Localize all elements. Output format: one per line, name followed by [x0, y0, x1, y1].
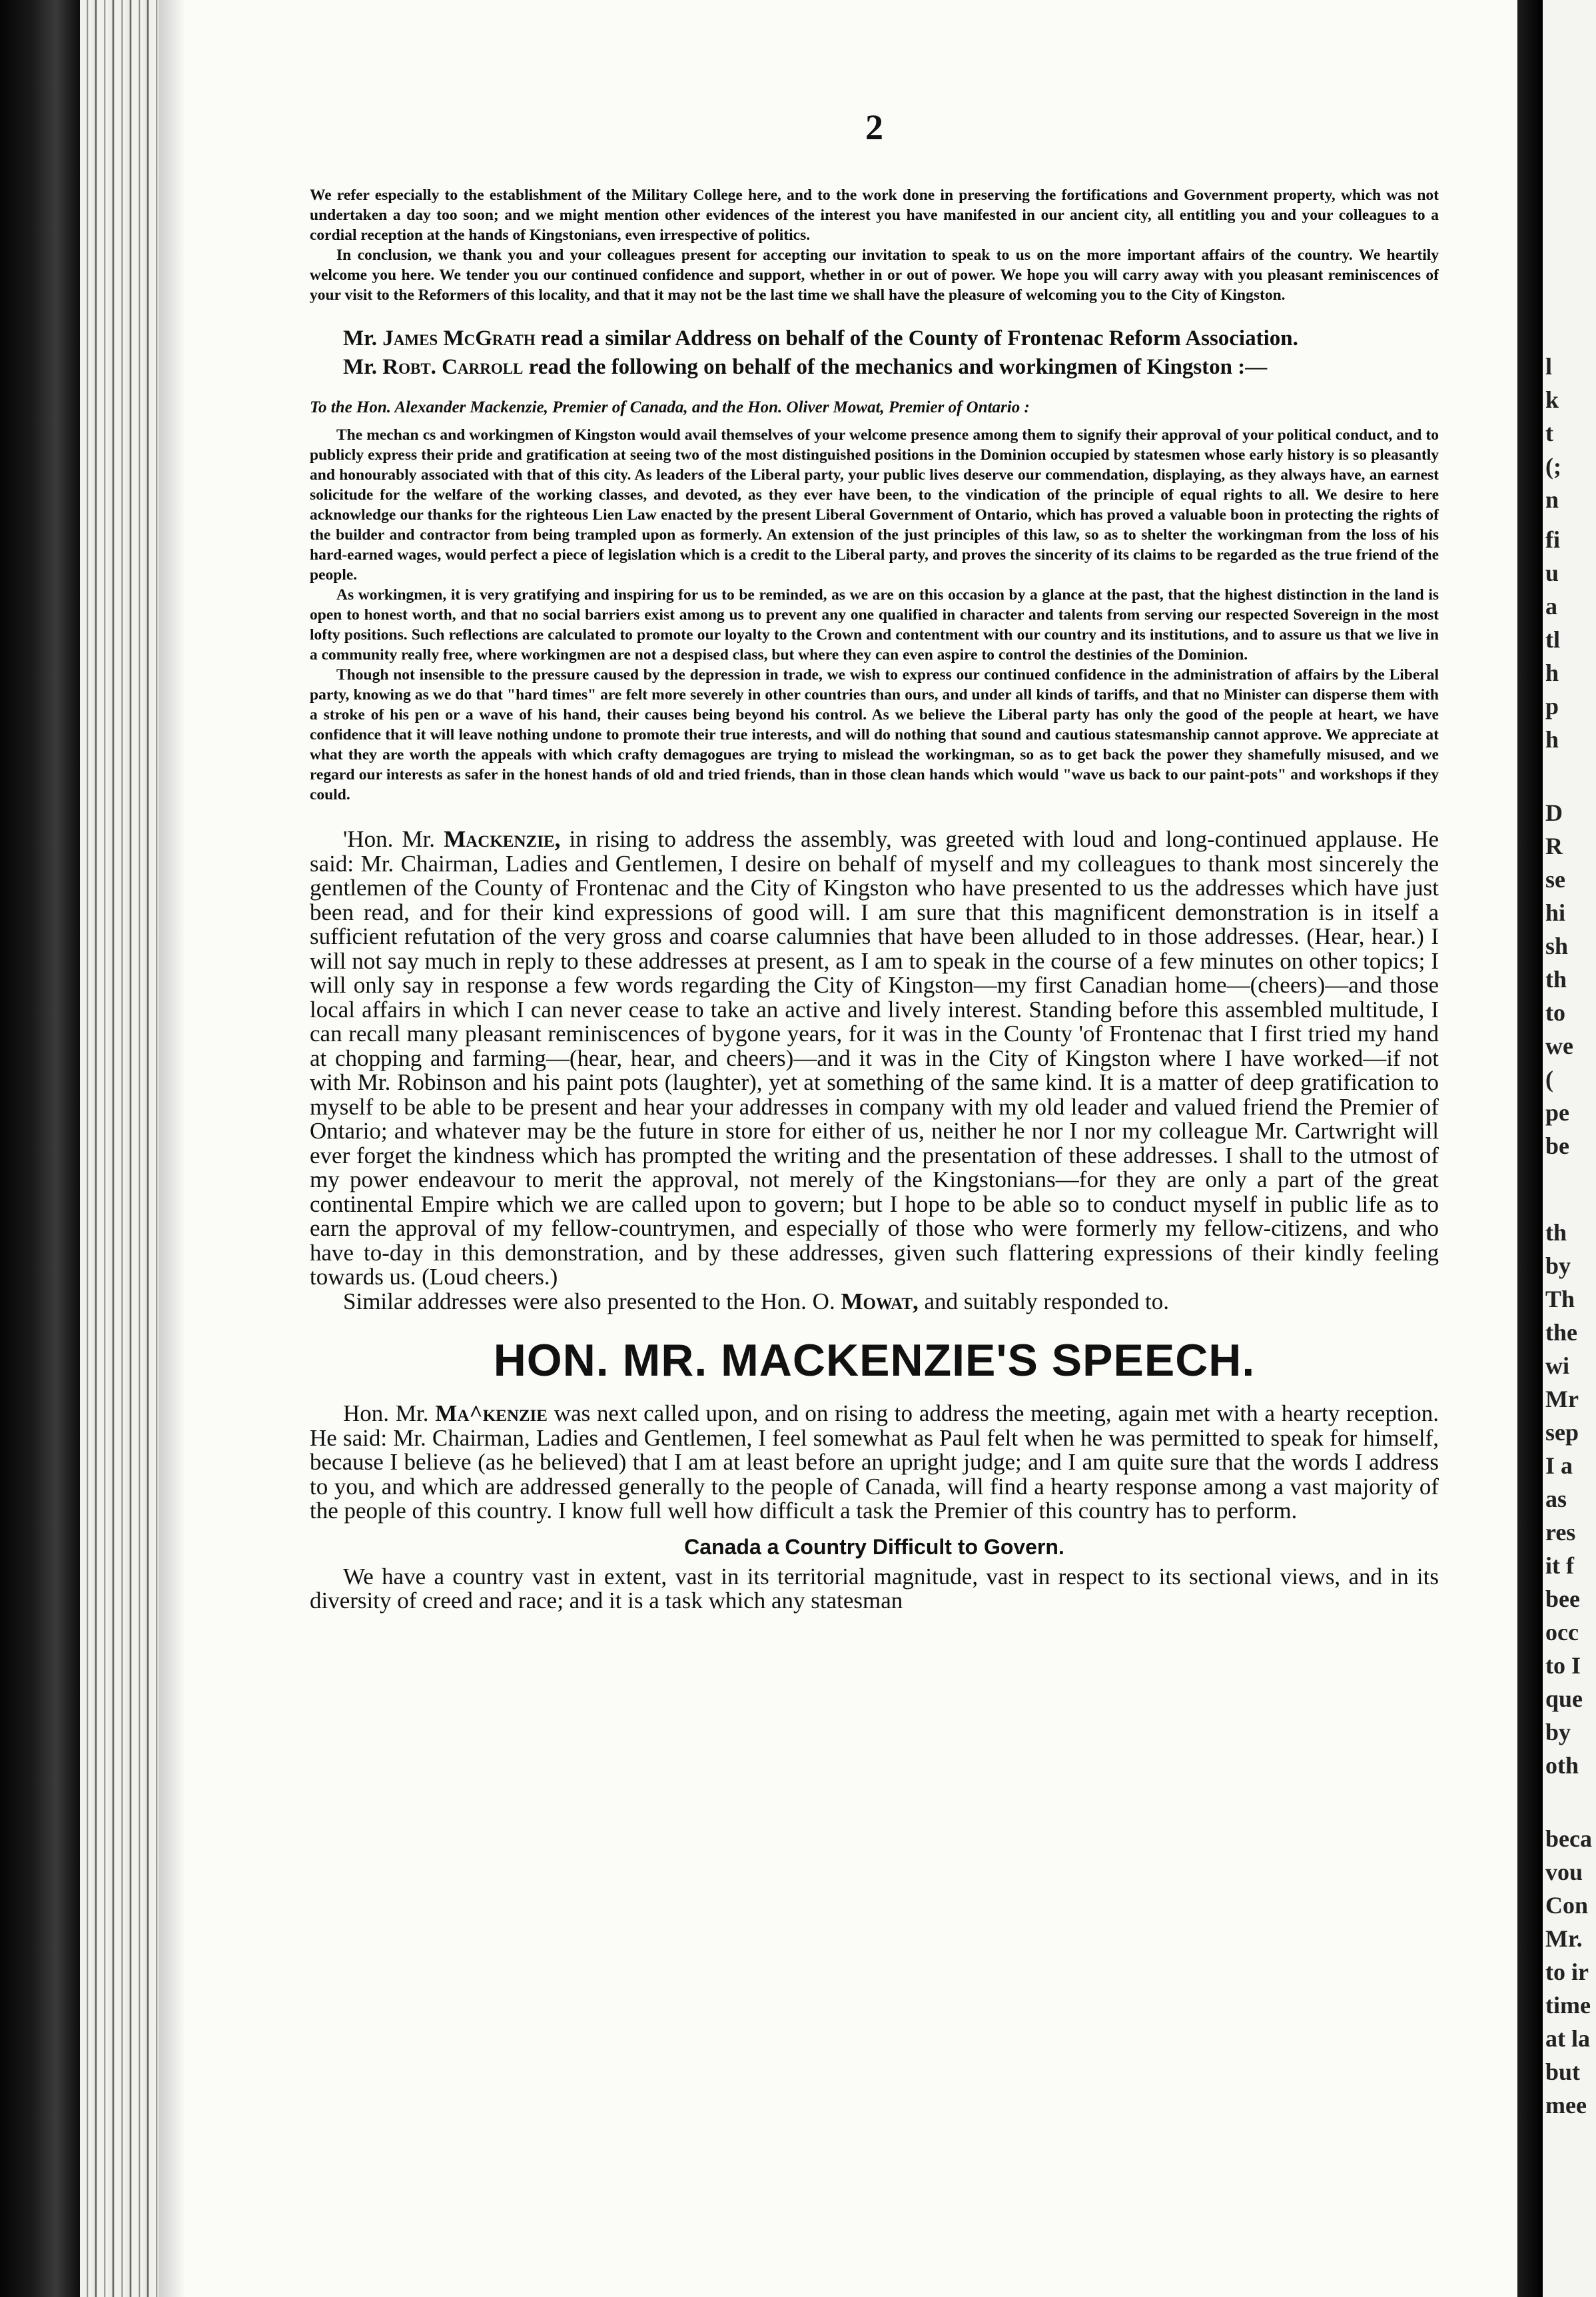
adjacent-page-fragment: (; [1545, 453, 1561, 480]
similar-suffix: and suitably responded to. [924, 1288, 1169, 1314]
adjacent-page-fragment: mee [1545, 2092, 1587, 2118]
adjacent-page-fragment: wi [1545, 1352, 1569, 1379]
mcgrath-text: read a similar Address on behalf of the County of Frontenac Reform Association. [540, 326, 1298, 350]
adjacent-page-fragment: Con [1545, 1892, 1589, 1919]
adjacent-page-fragment: it f [1545, 1552, 1574, 1579]
adjacent-page-fragment: sh [1545, 933, 1569, 959]
speech-continuation [310, 1565, 1439, 1613]
reply-name: Mackenzie, [444, 826, 561, 852]
adjacent-page-fragment: n [1545, 486, 1559, 513]
adjacent-page-fragment: h [1545, 726, 1559, 753]
scan-gutter [1517, 0, 1543, 2297]
adjacent-page-fragment: p [1545, 693, 1559, 719]
address-paragraph: We refer especially to the establishment of the Military College here, and to the work done in preserving the fortifications and Government property, which was not undertaken a day too soon; and we might mention other evidences of the interest you have manifested in our ancient city, all entitling you and your colleagues to a cordial reception at the hands of Kingstonians, even irrespective of politics. [310, 187, 1439, 244]
page-number: 2 [865, 107, 883, 147]
adjacent-page-fragment: tl [1545, 626, 1560, 653]
adjacent-page-fragment: Mr [1545, 1386, 1579, 1412]
adjacent-page-fragment: Mr. [1545, 1925, 1583, 1952]
adjacent-page-fragment: but [1545, 2059, 1581, 2085]
address-paragraph: The mechan cs and workingmen of Kingston would avail themselves of your welcome presence among them to signify their approval of your political conduct, and to publicly express their pride and gratification at seeing two of the most distinguished positions in the Dominion occupied by statesmen whose early history is so pleasantly and honourably associated with that of this city. As leaders of the Liberal party, your public lives deserve our commendation, displaying, as they always have, an earnest solicitude for the welfare of the working classes, and devoted, as they ever have been, to the vindication of the principle of equal rights to all. We desire to here acknowledge our thanks for the righteous Lien Law enacted by the present Liberal Government of Ontario, which has proved a valuable boon in protecting the rights of the builder and contractor from being trampled upon as formerly. An extension of the just principles of this law, so as to shelter the workingman from the loss of his hard-earned wages, would perfect a piece of legislation which is a credit to the Liberal party, and proves the sincerity of its claims to be regarded as the true friend of the people. [310, 426, 1439, 584]
speech-heading: HON. MR. MACKENZIE'S SPEECH. [493, 1335, 1256, 1386]
book-binding [80, 0, 159, 2297]
address-paragraph: In conclusion, we thank you and your colleagues present for accepting our invitation to speak to us on the more important affairs of the country. We heartily welcome you here. We tender you our continued confidence and support, whether in or out of power. We hope you will carry away with you pleasant reminiscences of your visit to the Reformers of this locality, and that it may not be the last time we shall have the pleasure of welcoming you to the City of Kingston. [310, 246, 1439, 304]
address-salutation: To the Hon. Alexander Mackenzie, Premier of Canada, and the Hon. Oliver Mowat, Premier of Ontario : [310, 398, 1030, 416]
adjacent-page-fragment: u [1545, 560, 1559, 586]
adjacent-page-fragment: R [1545, 833, 1563, 859]
adjacent-page-fragment: h [1545, 660, 1559, 686]
adjacent-page-fragment: I a [1545, 1452, 1573, 1479]
speech-name: Ma^kenzie [435, 1400, 548, 1426]
adjacent-page-fragment: to [1545, 999, 1565, 1026]
adjacent-page-fragment: ( [1545, 1066, 1553, 1093]
adjacent-page-fragment: as [1545, 1486, 1567, 1512]
adjacent-page-fragment: Th [1545, 1286, 1575, 1312]
adjacent-page-fragment: beca [1545, 1825, 1592, 1852]
reply-text: in rising to address the assembly, was greeted with loud and long-continued applause. He said: Mr. Chairman, Ladies and Gentlemen, I desire on behalf of myself and my colleagues to thank most sincerely the gentlemen of the County of Frontenac and the City of Kingston who have presented to us the addresses which have just been read, and for their kind expressions of good will. I am sure that this magnificent demonstration is in itself a sufficient refutation of the very gross and coarse calumnies that have been alluded to in those addresses. (Hear, hear.) I will not say much in reply to these addresses at present, as I am to speak in the course of a few minutes on other topics; I will only say in response a few words regarding the City of Kingston—my first Canadian home—(cheers)—and those local affairs in which I can never cease to take an active and lively interest. Standing before this assembled multitude, I can recall many pleasant reminiscences of bygone years, for it was in the County 'of Frontenac that I first tried my hand at chopping and farming—(hear, hear, and cheers)—and it was in the City of Kingston where I have worked—if not with Mr. Robinson and his paint pots (laughter), yet at something of the same kind. It is a matter of deep gratification to myself to be able to be present and hear your addresses in company with my old leader and valued friend the Premier of Ontario; and whatever may be the future in store for either of us, neither he nor I nor my colleague Mr. Cartwright will ever forget the kindness which has prompted the writing and the presentation of these addresses. I shall to the utmost of my power endeavour to merit the approval, not merely of the Kingstonians—for they are only a part of the great continental Empire which we are called upon to govern; but I hope to be able so to conduct myself in public life as to earn the approval of my fellow-countrymen, and especially of those who were formerly my fellow-citizens, and who have to-day in this demonstration, and by these addresses, given such flattering expressions of their kindly feeling towards us. (Loud cheers.) [310, 826, 1439, 1290]
adjacent-page-fragment: oth [1545, 1752, 1579, 1779]
adjacent-page-edge [1543, 0, 1596, 2297]
adjacent-page-fragment: occ [1545, 1619, 1579, 1645]
adjacent-page-fragment: hi [1545, 899, 1566, 926]
adjacent-page-fragment: be [1545, 1133, 1569, 1159]
adjacent-page-fragment: by [1545, 1719, 1571, 1745]
mcgrath-note [310, 328, 1439, 350]
adjacent-page-fragment: th [1545, 1219, 1567, 1246]
adjacent-page-fragment: fi [1545, 526, 1560, 553]
page-content [310, 107, 1439, 1613]
adjacent-page-fragment: to ir [1545, 1959, 1589, 1985]
adjacent-page-fragment: th [1545, 966, 1567, 993]
mackenzie-reply [310, 827, 1439, 1314]
adjacent-page-fragment: que [1545, 1685, 1583, 1712]
carroll-title: Mr. [343, 355, 378, 379]
carroll-name: Robt. Carroll [382, 355, 524, 379]
adjacent-page-fragment: time [1545, 1992, 1591, 2019]
adjacent-page-fragment: by [1545, 1252, 1571, 1279]
carroll-note [310, 356, 1439, 378]
adjacent-page-fragment: the [1545, 1319, 1577, 1346]
adjacent-page-fragment: bee [1545, 1586, 1580, 1612]
carroll-text: read the following on behalf of the mechanics and workingmen of Kingston :— [528, 355, 1268, 379]
mcgrath-title: Mr. [343, 326, 378, 350]
adjacent-page-fragment: a [1545, 593, 1557, 620]
speech-text: was next called upon, and on rising to address the meeting, again met with a hearty reception. He said: Mr. Chairman, Ladies and Gentlemen, I feel somewhat as Paul felt when he was permitted to speak for himself, because I believe (as he believed) that I am at least before an upright judge; and I am quite sure that the words I address to you, and which are addressed generally to the people of Canada, will find a hearty response among a vast majority of the people of this country. I know full well how difficult a task the Premier of this country has to perform. [310, 1400, 1439, 1524]
adjacent-page-fragment: t [1545, 420, 1553, 446]
adjacent-page-fragment: se [1545, 866, 1565, 893]
adjacent-page-fragment: vou [1545, 1859, 1583, 1885]
similar-name: Mowat, [841, 1288, 919, 1314]
section-subheading: Canada a Country Difficult to Govern. [684, 1534, 1064, 1559]
similar-prefix: Similar addresses were also presented to the Hon. O. [343, 1288, 835, 1314]
adjacent-page-fragment: l [1545, 353, 1553, 380]
workingmen-address [310, 425, 1439, 805]
adjacent-page-fragment: we [1545, 1033, 1573, 1059]
adjacent-page-fragment: pe [1545, 1099, 1569, 1126]
final-paragraph: We have a country vast in extent, vast in its territorial magnitude, vast in respect to its sectional views, and in its diversity of creed and race; and it is a task which any statesman [310, 1563, 1439, 1613]
adjacent-page-fragment: sep [1545, 1419, 1579, 1446]
adjacent-page-fragment: k [1545, 386, 1559, 413]
address-continuation [310, 185, 1439, 305]
adjacent-page-fragment: at la [1545, 2025, 1590, 2052]
address-paragraph: As workingmen, it is very gratifying and inspiring for us to be reminded, as we are on this occasion by a glance at the past, that the highest distinction in the land is open to honest worth, and that no social barriers exist among us to prevent any one qualified in character and talents from serving our respected Sovereign in the most lofty positions. Such reflections are calculated to promote our loyalty to the Crown and contentment with our country and its institutions, and to assure us that we live in a community really free, where workingmen are not a despised class, but where they can even aspire to control the destinies of the Dominion. [310, 586, 1439, 664]
reply-prefix: 'Hon. Mr. [343, 826, 436, 852]
mcgrath-name: James McGrath [382, 326, 536, 350]
speech-intro [310, 1402, 1439, 1524]
adjacent-page-fragment: D [1545, 799, 1563, 826]
scan-left-margin [0, 0, 80, 2297]
adjacent-page-fragment: res [1545, 1519, 1576, 1546]
adjacent-page-fragment: to I [1545, 1652, 1581, 1679]
address-paragraph: Though not insensible to the pressure caused by the depression in trade, we wish to express our continued confidence in the administration of affairs by the Liberal party, knowing as we do that "hard times" are felt more severely in other countries than ours, and under all kinds of tariffs, and that no Minister can disperse them with a stroke of his pen or a wave of his hand, their causes being beyond his control. As we believe the Liberal party has only the good of the people at heart, we have confidence that it will leave nothing undone to promote their true interests, and will do nothing that sound and cautious statesmanship cannot approve. We appreciate at what they are worth the appeals with which crafty demagogues are trying to mislead the workingman, so as to get back the power they shamefully misused, and we regard our interests as safer in the honest hands of old and tried friends, than in those clean hands which would "wave us back to our paint-pots" and workshops if they could. [310, 666, 1439, 803]
speech-prefix: Hon. Mr. [343, 1400, 429, 1426]
